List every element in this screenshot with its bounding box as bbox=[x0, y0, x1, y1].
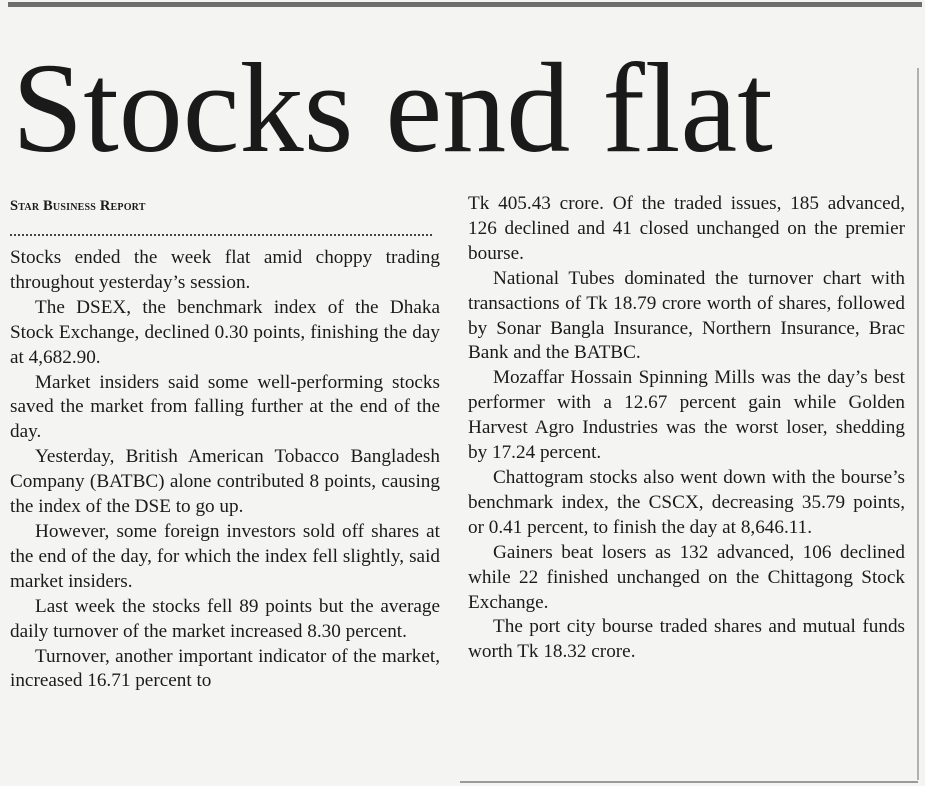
paragraph-continued: Tk 405.43 crore. Of the traded issues, 185 advanced, 126 declined and 41 closed unchanged on the premier bourse. bbox=[468, 193, 905, 264]
right-border-rule bbox=[917, 68, 919, 780]
top-border-rule bbox=[8, 2, 922, 7]
paragraph: Mozaffar Hossain Spinning Mills was the day’s best performer with a 12.67 percent gain while Golden Harvest Agro Industries was the worst loser, shedding by 17.24 percent. bbox=[468, 367, 905, 464]
paragraph: The DSEX, the benchmark index of the Dhaka Stock Exchange, declined 0.30 points, finishing the day at 4,682.90. bbox=[10, 296, 440, 368]
paragraph: Gainers beat losers as 132 advanced, 106 declined while 22 finished unchanged on the Chittagong Stock Exchange. bbox=[468, 541, 905, 613]
headline: Stocks end flat bbox=[12, 37, 773, 179]
paragraph: The port city bourse traded shares and mutual funds worth Tk 18.32 crore. bbox=[468, 616, 905, 663]
paragraph: However, some foreign investors sold off shares at the end of the day, for which the index fell slightly, said market insiders. bbox=[10, 520, 440, 592]
paragraph: Yesterday, British American Tobacco Bangladesh Company (BATBC) alone contributed 8 points, causing the index of the DSE to go up. bbox=[10, 446, 440, 518]
dotted-separator bbox=[10, 226, 432, 236]
paragraph: Stocks ended the week flat amid choppy trading throughout yesterday’s session. bbox=[10, 247, 440, 293]
bottom-border-rule bbox=[460, 781, 918, 783]
paragraph: Chattogram stocks also went down with the bourse’s benchmark index, the CSCX, decreasing 35.79 points, or 0.41 percent, to finish the day at 8,646.11. bbox=[468, 466, 905, 538]
article-left-column bbox=[10, 194, 440, 694]
paragraph: Last week the stocks fell 89 points but the average daily turnover of the market increased 8.30 percent. bbox=[10, 595, 440, 642]
paragraph: National Tubes dominated the turnover chart with transactions of Tk 18.79 crore worth of shares, followed by Sonar Bangla Insurance, Northern Insurance, Brac Bank and the BATBC. bbox=[468, 267, 905, 364]
paragraph: Turnover, another important indicator of the market, increased 16.71 percent to bbox=[10, 645, 440, 692]
article-right-column bbox=[468, 192, 905, 665]
byline: Star Business Report bbox=[10, 198, 146, 214]
paragraph: Market insiders said some well-performing stocks saved the market from falling further at the end of the day. bbox=[10, 371, 440, 443]
